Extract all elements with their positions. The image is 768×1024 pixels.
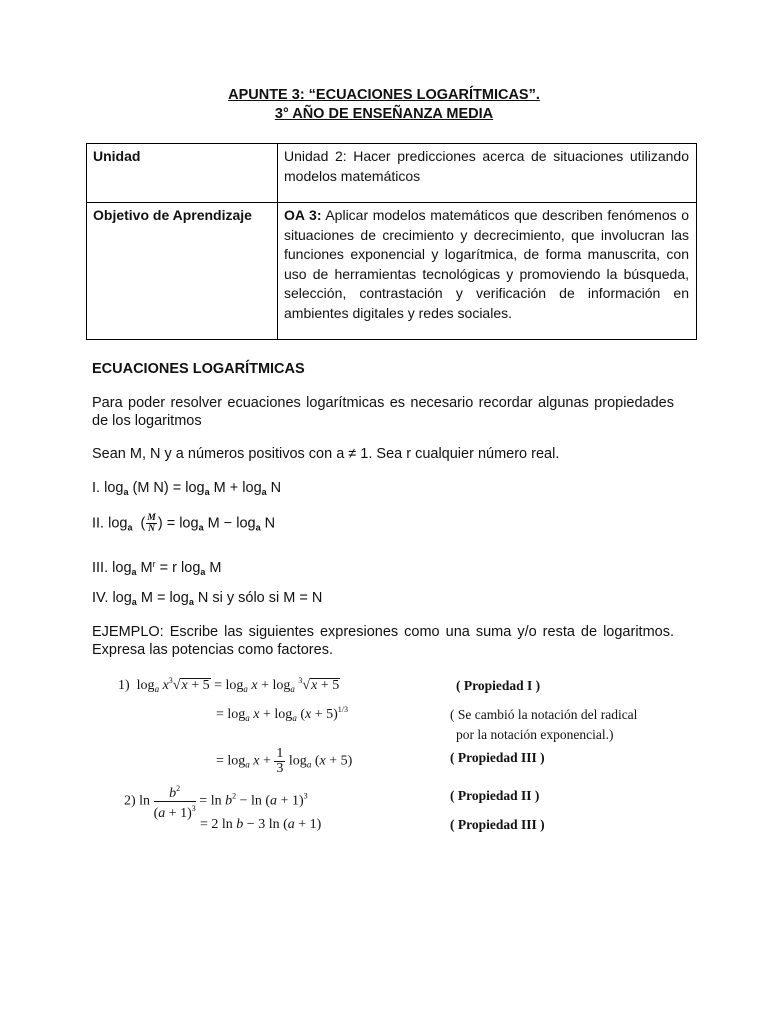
unidad-label: Unidad <box>87 144 278 203</box>
fraction-m-over-n: $\frac{M}{N}$ <box>147 513 156 534</box>
label-propiedad-3a: ( Propiedad III ) <box>450 750 545 765</box>
example-1-line-1: 1) $\log_a x^3√x + 5 = \log_a x + \log_a ^3√x + 5$ <box>118 676 340 694</box>
objetivo-cell <box>278 203 697 340</box>
property-2: II. $\log_a$ ( $\frac{M}{N}$ ) = $\log_a M - \log_a N$ <box>92 513 276 534</box>
property-1: I. $\log_a (M$ $N) = \log_a M + \log_a N$ <box>92 480 282 497</box>
property-3: III. $\log_a M^r = r$ $\log_a M$ <box>92 559 222 577</box>
example-2-line-2: = 2 ln b − 3 ln (a + 1) <box>200 817 322 832</box>
info-table <box>86 143 697 340</box>
premise-paragraph: Sean M, N y a números positivos con a ≠ 1. Sea r cualquier número real. <box>92 446 560 462</box>
example-prompt: EJEMPLO: Escribe las siguientes expresiones como una suma y/o resta de logaritmos. Expresa las potencias como factores. <box>92 624 674 658</box>
table-row-objetivo <box>87 203 697 340</box>
intro-paragraph: Para poder resolver ecuaciones logarítmicas es necesario recordar algunas propiedades de los logaritmos <box>92 395 674 429</box>
property-4: IV. $\log_a M = \log_a N$ si y sólo si M = N <box>92 590 323 607</box>
label-note: ( Se cambió la notación del radical por la notación exponencial.) <box>450 707 638 742</box>
document-subtitle: 3° AÑO DE ENSEÑANZA MEDIA <box>274 106 494 122</box>
unidad-value: Unidad 2: Hacer predicciones acerca de situaciones utilizando modelos matemáticos <box>278 144 697 203</box>
table-row-unidad <box>87 144 697 203</box>
objetivo-code: OA 3: <box>284 207 322 223</box>
objetivo-label: Objetivo de Aprendizaje <box>87 203 278 340</box>
example-1-line-3: = $\log_a x$ + $\frac{1}{3}$ $\log_a (x + 5)$ <box>216 746 353 776</box>
example-1-line-2: = $\log_a x + \log_a (x + 5)^{1/3}$ <box>216 705 348 723</box>
example-2-line-1: 2) ln $\frac{b^2}{(a + 1)^3}$ = $\ln b^2 - \ln (a + 1)^3$ <box>124 784 308 821</box>
label-propiedad-3b: ( Propiedad III ) <box>450 817 545 832</box>
label-propiedad-1: ( Propiedad I ) <box>456 678 541 693</box>
document-title: APUNTE 3: “ECUACIONES LOGARÍTMICAS”. <box>228 87 540 103</box>
label-propiedad-2: ( Propiedad II ) <box>450 788 540 803</box>
section-heading: ECUACIONES LOGARÍTMICAS <box>92 361 305 377</box>
objetivo-value: Aplicar modelos matemáticos que describen fenómenos o situaciones de crecimiento y decrecimiento, que involucran las funciones exponencial y logarítmica, de forma manuscrita, con uso de herramientas tecnológicas y promoviendo la búsqueda, selección, contrastación y verificación de información en ambientes digitales y redes sociales. <box>284 207 689 321</box>
